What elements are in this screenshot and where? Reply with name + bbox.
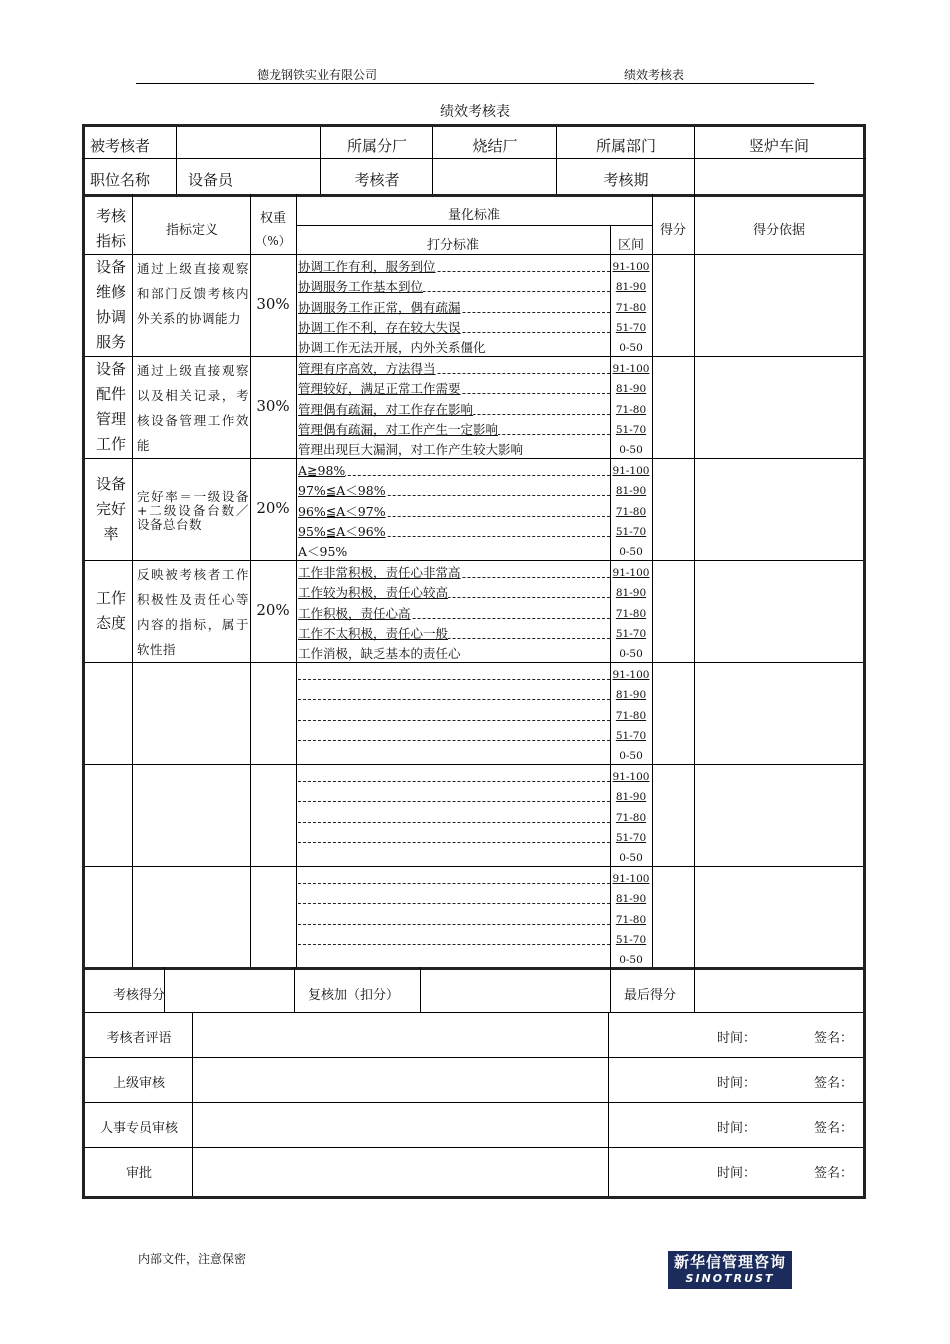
score-range: 0-50 — [619, 852, 643, 865]
dashed-rule — [298, 924, 610, 925]
score-label: 考核得分 — [112, 988, 165, 1003]
h-rule — [85, 866, 863, 867]
score-range: 0-50 — [619, 750, 643, 763]
indicator-definition: 通过上级直接观察以及相关记录，考核设备管理工作效能 — [137, 363, 249, 453]
col-weight: 权重 — [259, 211, 286, 226]
score-range: 71-80 — [615, 505, 647, 518]
criterion-text: 管理偶有疏漏，对工作产生一定影响 — [298, 422, 499, 437]
examiner-label: 考核者 — [354, 171, 400, 189]
criterion-line — [298, 341, 610, 355]
score-range: 91-100 — [612, 567, 650, 579]
header-doc-title: 绩效考核表 — [624, 68, 685, 82]
time-label: 时间： — [717, 1121, 757, 1136]
criterion-line — [298, 423, 610, 437]
v-rule — [176, 127, 177, 194]
dashed-rule — [298, 740, 610, 741]
criterion-line — [298, 811, 610, 825]
summary-row-label: 上级审核 — [112, 1076, 165, 1091]
score-range: 71-80 — [615, 403, 647, 416]
criterion-text: 97%≦A＜98% — [298, 484, 386, 499]
v-rule — [420, 967, 421, 1012]
criterion-line — [298, 953, 610, 967]
criterion-line — [298, 443, 610, 457]
criterion-text: 管理较好，满足正常工作需要 — [298, 382, 461, 397]
score-range: 51-70 — [615, 627, 647, 640]
score-range: 71-80 — [615, 709, 647, 722]
criterion-text: 协调工作无法开展，内外关系僵化 — [298, 341, 486, 356]
criterion-line — [298, 933, 610, 947]
sign-label: 签名： — [814, 1076, 854, 1091]
col-range: 区间 — [617, 238, 644, 253]
score-range: 91-100 — [612, 261, 650, 273]
indicator-definition: 通过上级直接观察和部门反馈考核内外关系的协调能力 — [137, 261, 249, 326]
criterion-line — [298, 382, 610, 396]
summary-row-label: 考核者评语 — [106, 1031, 172, 1046]
dashed-rule — [298, 842, 610, 843]
dashed-rule — [298, 822, 610, 823]
criterion-line — [298, 627, 610, 641]
score-range: 81-90 — [615, 383, 647, 396]
h-rule — [85, 356, 863, 357]
score-range: 0-50 — [619, 648, 643, 661]
h-rule — [85, 1102, 863, 1103]
score-range: 0-50 — [619, 546, 643, 559]
v-rule — [294, 967, 295, 1012]
criterion-line — [298, 647, 610, 661]
h-rule — [85, 1057, 863, 1058]
criterion-line — [298, 709, 610, 723]
h-rule — [85, 560, 863, 561]
h-rule — [296, 225, 652, 226]
position-value[interactable]: 设备员 — [188, 171, 234, 189]
time-label: 时间： — [717, 1031, 757, 1046]
h-rule — [85, 254, 863, 255]
score-range: 91-100 — [612, 873, 650, 885]
score-range: 51-70 — [615, 525, 647, 538]
position-label: 职位名称 — [90, 171, 151, 189]
branch-label: 所属分厂 — [346, 137, 407, 155]
score-range: 81-90 — [615, 689, 647, 702]
col-quant: 量化标准 — [447, 208, 500, 223]
criterion-line — [298, 525, 610, 539]
v-rule — [296, 194, 297, 967]
score-range: 71-80 — [615, 301, 647, 314]
time-label: 时间： — [717, 1166, 757, 1181]
criterion-text: 工作消极，缺乏基本的责任心 — [298, 647, 461, 662]
v-rule — [608, 1012, 609, 1196]
page-title: 绩效考核表 — [440, 104, 510, 120]
col-indicator: 考核指标 — [95, 207, 126, 250]
dashed-rule — [298, 679, 610, 680]
score-range: 81-90 — [615, 791, 647, 804]
logo-cn: 新华信管理咨询 — [673, 1253, 786, 1271]
criterion-line — [298, 729, 610, 743]
v-rule — [694, 967, 695, 1012]
score-range: 51-70 — [615, 729, 647, 742]
criterion-line — [298, 607, 610, 621]
score-range: 0-50 — [619, 444, 643, 457]
criterion-line — [298, 464, 610, 478]
header-rule — [136, 83, 814, 84]
criterion-line — [298, 892, 610, 906]
criterion-line — [298, 913, 610, 927]
col-scoring: 打分标准 — [426, 238, 479, 253]
v-rule — [320, 127, 321, 194]
criterion-line — [298, 790, 610, 804]
dashed-rule — [298, 801, 610, 802]
criterion-line — [298, 749, 610, 763]
indicator-definition: 完好率＝一级设备+二级设备台数／设备总台数 — [137, 489, 249, 532]
criterion-text: 协调工作不利，存在较大失误 — [298, 320, 461, 335]
score-range: 81-90 — [615, 893, 647, 906]
summary-row-label: 人事专员审核 — [99, 1121, 178, 1136]
criterion-line — [298, 851, 610, 865]
indicator-name: 设备完好率 — [95, 474, 126, 543]
h-rule — [85, 662, 863, 663]
criterion-line — [298, 260, 610, 274]
criterion-text: A＜95% — [298, 545, 348, 560]
h-rule — [82, 967, 866, 970]
time-label: 时间： — [717, 1076, 757, 1091]
score-range: 71-80 — [615, 607, 647, 620]
sinotrust-logo — [668, 1251, 792, 1289]
dashed-rule — [298, 903, 610, 904]
criterion-text: 协调服务工作正常，偶有疏漏 — [298, 300, 461, 315]
score-range: 71-80 — [615, 913, 647, 926]
criterion-line — [298, 545, 610, 559]
dept-label: 所属部门 — [595, 137, 656, 155]
criterion-text: 工作积极，责任心高 — [298, 606, 411, 621]
h-rule — [82, 194, 866, 197]
v-rule — [132, 194, 133, 967]
v-rule — [694, 194, 695, 967]
criterion-line — [298, 301, 610, 315]
criterion-text: A≧98% — [298, 464, 346, 478]
criterion-line — [298, 770, 610, 784]
criterion-line — [298, 362, 610, 376]
dashed-rule — [298, 883, 610, 884]
indicator-weight: 20% — [256, 601, 290, 619]
indicator-weight: 30% — [256, 295, 290, 313]
confidential-note: 内部文件，注意保密 — [138, 1252, 247, 1266]
dashed-rule — [298, 944, 610, 945]
score-range: 81-90 — [615, 587, 647, 600]
final-label: 最后得分 — [624, 988, 677, 1003]
v-rule — [610, 967, 611, 1012]
criterion-line — [298, 668, 610, 682]
score-range: 91-100 — [612, 771, 650, 783]
score-range: 91-100 — [612, 363, 650, 375]
score-range: 81-90 — [615, 281, 647, 294]
header-company: 德龙钢铁实业有限公司 — [257, 68, 378, 82]
col-weight-unit: （%） — [255, 234, 291, 248]
criterion-text: 协调服务工作基本到位 — [298, 280, 424, 295]
criterion-text: 工作非常积极，责任心非常高 — [298, 566, 461, 580]
v-rule — [652, 194, 653, 967]
sign-label: 签名： — [814, 1121, 854, 1136]
summary-row-label: 审批 — [125, 1166, 152, 1181]
score-range: 51-70 — [615, 933, 647, 946]
criterion-text: 工作较为积极，责任心较高 — [298, 586, 449, 601]
v-rule — [192, 1012, 193, 1196]
branch-value[interactable]: 烧结厂 — [472, 137, 518, 155]
h-rule — [85, 1012, 863, 1013]
score-range: 91-100 — [612, 669, 650, 681]
col-definition: 指标定义 — [165, 223, 218, 238]
score-range: 51-70 — [615, 423, 647, 436]
examinee-label: 被考核者 — [90, 137, 151, 155]
criterion-line — [298, 831, 610, 845]
score-range: 91-100 — [612, 465, 650, 477]
review-label: 复核加（扣分） — [308, 988, 400, 1003]
criterion-text: 管理有序高效，方法得当 — [298, 362, 436, 376]
score-range: 71-80 — [615, 811, 647, 824]
criterion-line — [298, 688, 610, 702]
score-range: 51-70 — [615, 831, 647, 844]
logo-en: SINOTRUST — [685, 1272, 775, 1285]
criterion-text: 95%≦A＜96% — [298, 524, 386, 539]
score-range: 51-70 — [615, 321, 647, 334]
criterion-text: 管理偶有疏漏，对工作存在影响 — [298, 402, 474, 417]
dashed-rule — [298, 781, 610, 782]
sign-label: 签名： — [814, 1166, 854, 1181]
col-score: 得分 — [659, 223, 686, 238]
score-range: 0-50 — [619, 342, 643, 355]
v-rule — [610, 225, 611, 967]
indicator-weight: 20% — [256, 499, 290, 517]
dashed-rule — [298, 720, 610, 721]
h-rule — [82, 158, 866, 159]
sign-label: 签名： — [814, 1031, 854, 1046]
criterion-line — [298, 872, 610, 886]
criterion-line — [298, 484, 610, 498]
indicator-name: 设备配件管理工作 — [95, 360, 126, 453]
criterion-text: 管理出现巨大漏洞，对工作产生较大影响 — [298, 443, 524, 458]
score-range: 0-50 — [619, 954, 643, 967]
indicator-weight: 30% — [256, 397, 290, 415]
criterion-text: 工作不太积极，责任心一般 — [298, 626, 449, 641]
score-range: 81-90 — [615, 485, 647, 498]
col-basis: 得分依据 — [752, 223, 805, 238]
criterion-line — [298, 403, 610, 417]
indicator-name: 工作态度 — [95, 589, 126, 632]
criterion-text: 协调工作有利，服务到位 — [298, 260, 436, 274]
criterion-line — [298, 280, 610, 294]
h-rule — [85, 458, 863, 459]
criterion-line — [298, 566, 610, 580]
criterion-line — [298, 586, 610, 600]
criterion-line — [298, 505, 610, 519]
criterion-text: 96%≦A＜97% — [298, 504, 386, 519]
h-rule — [85, 764, 863, 765]
dept-value[interactable]: 竖炉车间 — [748, 137, 809, 155]
h-rule — [85, 1147, 863, 1148]
dashed-rule — [298, 699, 610, 700]
criterion-line — [298, 321, 610, 335]
indicator-name: 设备维修协调服务 — [95, 258, 126, 351]
indicator-definition: 反映被考核者工作积极性及责任心等内容的指标，属于软性指 — [137, 567, 249, 657]
period-label: 考核期 — [603, 171, 649, 189]
